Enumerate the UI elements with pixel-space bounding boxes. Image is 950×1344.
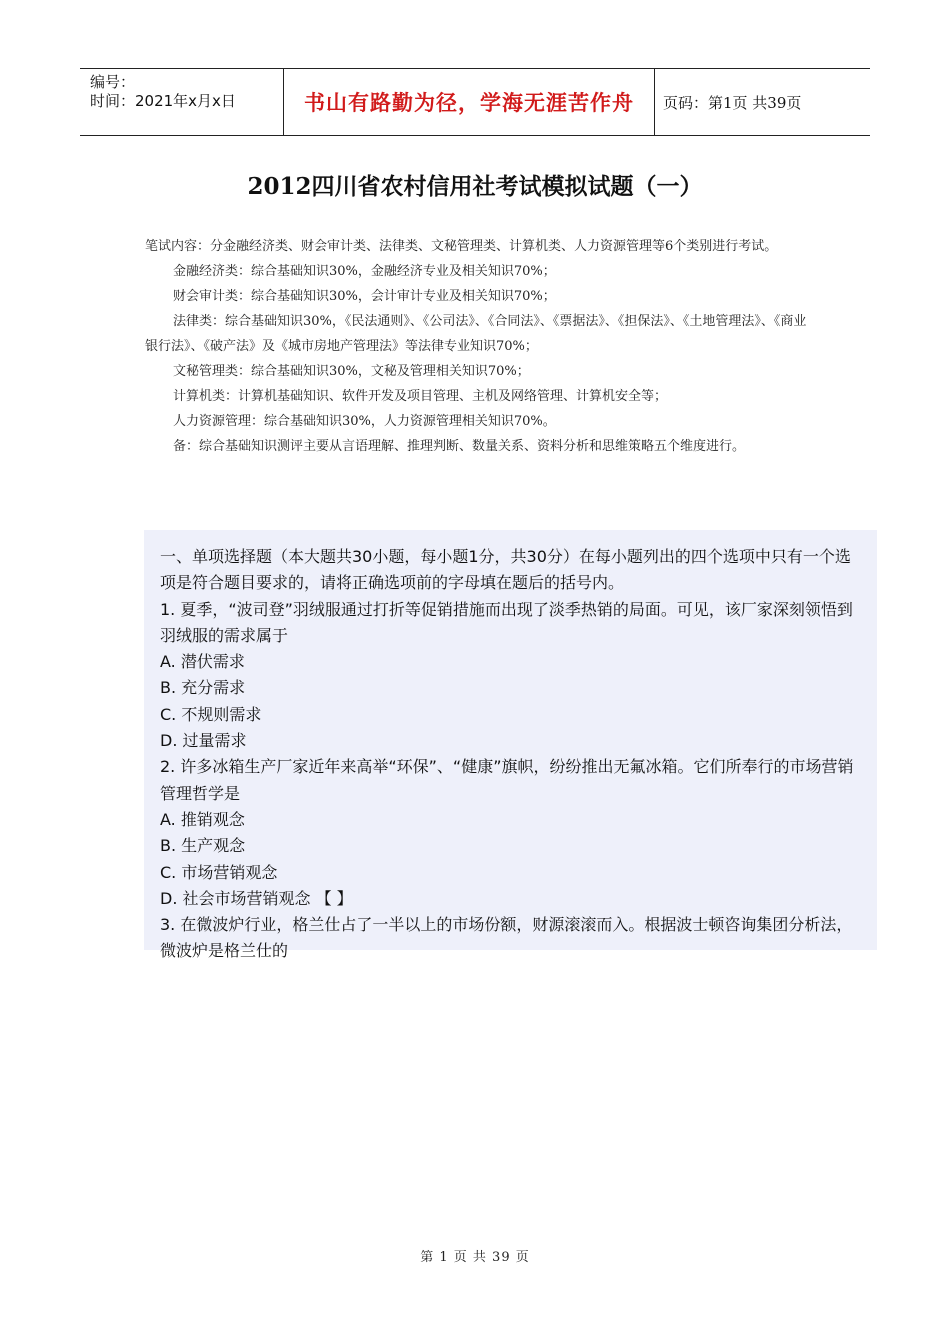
quiz-line: A. 潜伏需求 [160, 652, 245, 672]
intro-line: 计算机类：计算机基础知识、软件开发及项目管理、主机及网络管理、计算机安全等； [173, 389, 668, 404]
quiz-line: C. 市场营销观念 [160, 862, 278, 882]
page-header [80, 68, 870, 136]
quiz-line: 3. 在微波炉行业，格兰仕占了一半以上的市场份额，财源滚滚而入。根据波士顿咨询集团分析法，微波炉是格兰仕的 [160, 915, 853, 961]
quiz-line: C. 不规则需求 [160, 704, 262, 724]
quiz-line: D. 社会市场营销观念 【 】 [160, 888, 353, 908]
quiz-line: A. 推销观念 [160, 809, 245, 829]
intro-line: 人力资源管理：综合基础知识30%，人力资源管理相关知识70%。 [173, 414, 556, 429]
intro-line: 法律类：综合基础知识30%，《民法通则》、《公司法》、《合同法》、《票据法》、《担保法》、《土地管理法》、《商业银行法》、《破产法》及《城市房地产管理法》等法律专业知识70%； [145, 314, 807, 354]
header-motto: 书山有路勤为径，学海无涯苦作舟 [283, 69, 655, 135]
quiz-line: B. 充分需求 [160, 678, 246, 698]
quiz-line: B. 生产观念 [160, 836, 246, 856]
quiz-line: D. 过量需求 [160, 731, 247, 751]
quiz-screenshot-panel [144, 530, 877, 961]
page-footer: 第 1 页 共 39 页 [420, 1250, 530, 1265]
intro-line: 财会审计类：综合基础知识30%，会计审计专业及相关知识70%； [173, 289, 556, 304]
intro-line: 文秘管理类：综合基础知识30%，文秘及管理相关知识70%； [173, 364, 530, 379]
quiz-line: 一、单项选择题（本大题共30小题，每小题1分，共30分）在每小题列出的四个选项中只有一个选项是符合题目要求的，请将正确选项前的字母填在题后的括号内。 [160, 547, 851, 593]
header-page-info: 页码：第1页 共39页 [663, 93, 802, 112]
exam-intro [145, 234, 815, 459]
quiz-line: 2. 许多冰箱生产厂家近年来高举“环保”、“健康”旗帜，纷纷推出无氟冰箱。它们所奉行的市场营销管理哲学是 [160, 757, 854, 803]
header-meta [80, 69, 283, 135]
quiz-line: 1. 夏季，“波司登”羽绒服通过打折等促销措施而出现了淡季热销的局面。可见，该厂家深刻领悟到羽绒服的需求属于 [160, 599, 853, 645]
time-label: 时间：2021年x月x日 [90, 92, 236, 110]
intro-line: 金融经济类：综合基础知识30%，金融经济专业及相关知识70%； [173, 264, 556, 279]
serial-label: 编号： [90, 73, 136, 91]
intro-line: 笔试内容：分金融经济类、财会审计类、法律类、文秘管理类、计算机类、人力资源管理等6个类别进行考试。 [145, 239, 778, 254]
intro-line: 备：综合基础知识测评主要从言语理解、推理判断、数量关系、资料分析和思维策略五个维度进行。 [173, 439, 746, 454]
document-title: 2012四川省农村信用社考试模拟试题（一） [247, 173, 703, 200]
